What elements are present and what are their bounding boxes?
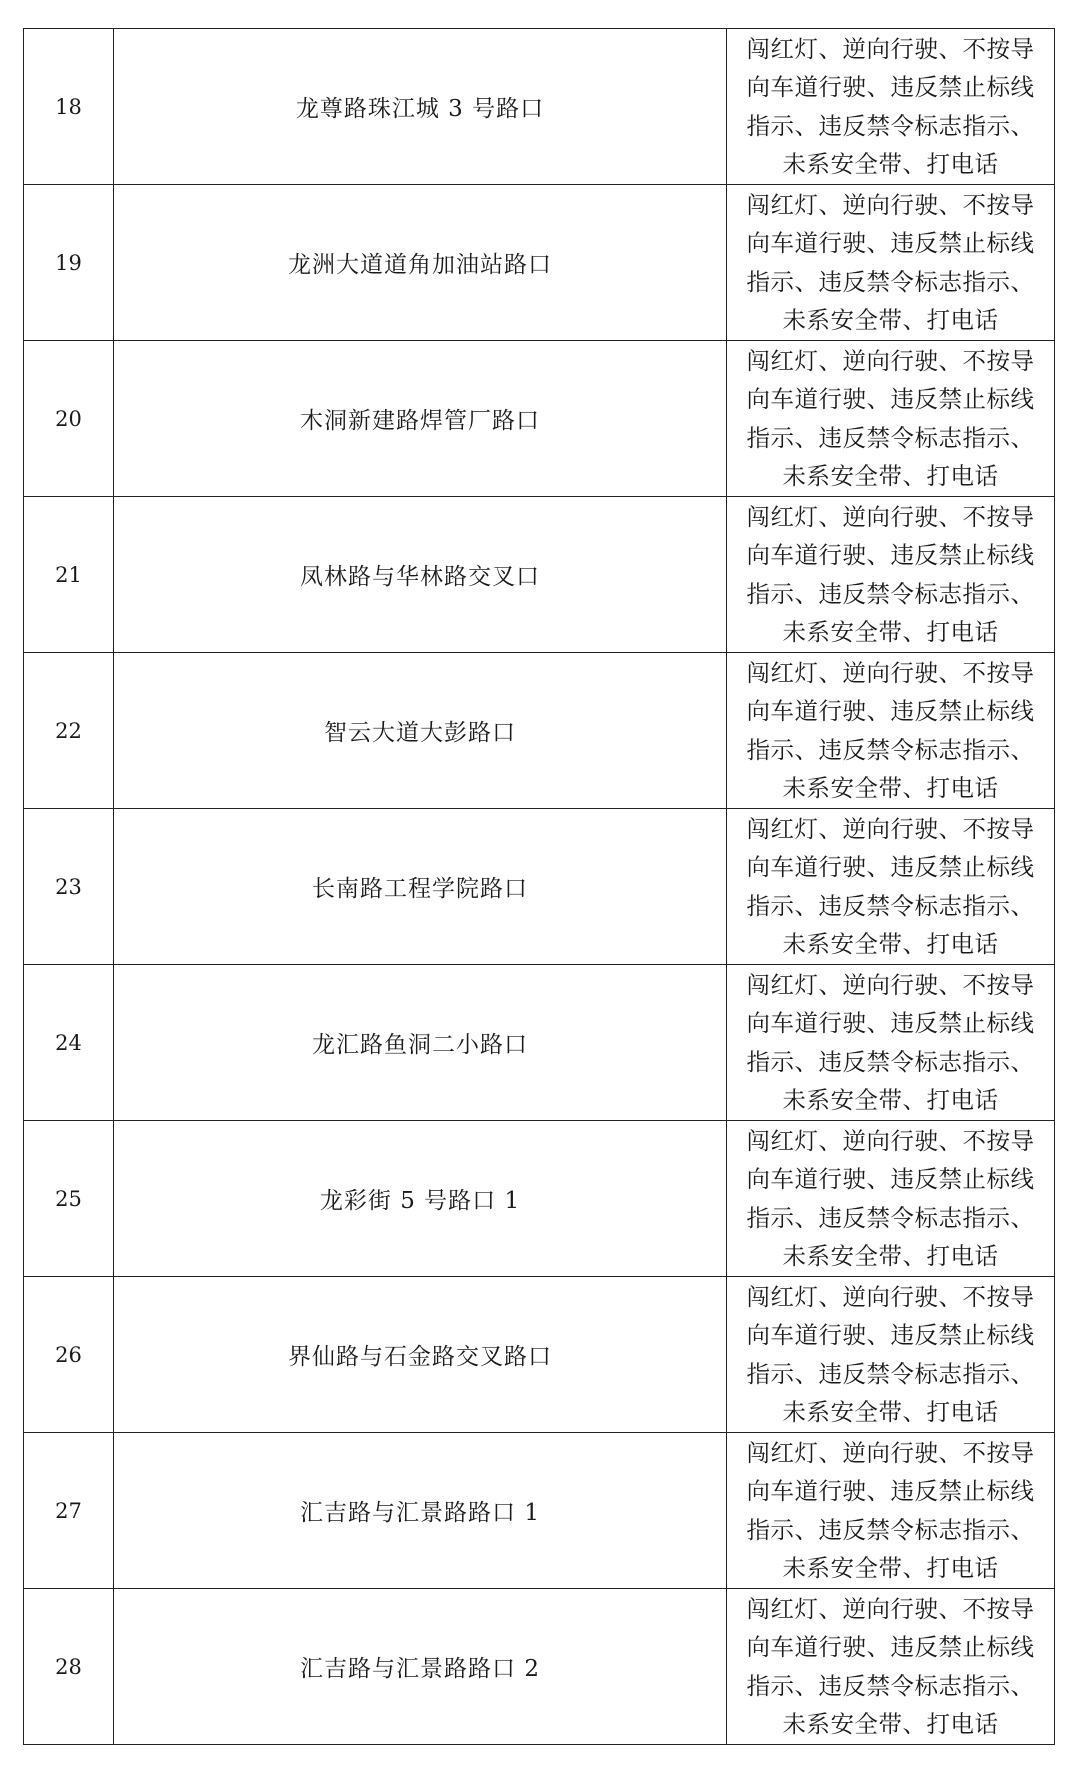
table-row	[24, 341, 1055, 497]
row-number: 21	[24, 497, 114, 653]
table-row	[24, 653, 1055, 809]
location-cell: 界仙路与石金路交叉路口	[114, 1277, 727, 1433]
location-cell: 龙彩街 5 号路口 1	[114, 1121, 727, 1277]
row-number: 26	[24, 1277, 114, 1433]
violations-cell: 闯红灯、逆向行驶、不按导 向车道行驶、违反禁止标线 指示、违反禁令标志指示、 未系安全带、打电话	[727, 341, 1055, 497]
location-cell: 龙汇路鱼洞二小路口	[114, 965, 727, 1121]
violations-cell: 闯红灯、逆向行驶、不按导 向车道行驶、违反禁止标线 指示、违反禁令标志指示、 未系安全带、打电话	[727, 185, 1055, 341]
location-cell: 凤林路与华林路交叉口	[114, 497, 727, 653]
location-cell: 智云大道大彭路口	[114, 653, 727, 809]
location-cell: 木洞新建路焊管厂路口	[114, 341, 727, 497]
row-number: 19	[24, 185, 114, 341]
violations-cell: 闯红灯、逆向行驶、不按导 向车道行驶、违反禁止标线 指示、违反禁令标志指示、 未系安全带、打电话	[727, 1589, 1055, 1745]
table-row	[24, 965, 1055, 1121]
table-row	[24, 809, 1055, 965]
violations-cell: 闯红灯、逆向行驶、不按导 向车道行驶、违反禁止标线 指示、违反禁令标志指示、 未系安全带、打电话	[727, 1121, 1055, 1277]
row-number: 18	[24, 29, 114, 185]
row-number: 20	[24, 341, 114, 497]
violations-cell: 闯红灯、逆向行驶、不按导 向车道行驶、违反禁止标线 指示、违反禁令标志指示、 未系安全带、打电话	[727, 497, 1055, 653]
row-number: 25	[24, 1121, 114, 1277]
location-cell: 龙洲大道道角加油站路口	[114, 185, 727, 341]
table-row	[24, 29, 1055, 185]
violations-cell: 闯红灯、逆向行驶、不按导 向车道行驶、违反禁止标线 指示、违反禁令标志指示、 未系安全带、打电话	[727, 809, 1055, 965]
row-number: 23	[24, 809, 114, 965]
location-cell: 长南路工程学院路口	[114, 809, 727, 965]
row-number: 28	[24, 1589, 114, 1745]
location-cell: 汇吉路与汇景路路口 1	[114, 1433, 727, 1589]
intersection-table	[23, 28, 1055, 1745]
row-number: 22	[24, 653, 114, 809]
violations-cell: 闯红灯、逆向行驶、不按导 向车道行驶、违反禁止标线 指示、违反禁令标志指示、 未系安全带、打电话	[727, 1433, 1055, 1589]
table-body	[24, 29, 1055, 1745]
violations-cell: 闯红灯、逆向行驶、不按导 向车道行驶、违反禁止标线 指示、违反禁令标志指示、 未系安全带、打电话	[727, 965, 1055, 1121]
location-cell: 汇吉路与汇景路路口 2	[114, 1589, 727, 1745]
row-number: 24	[24, 965, 114, 1121]
location-cell: 龙尊路珠江城 3 号路口	[114, 29, 727, 185]
table-row	[24, 497, 1055, 653]
row-number: 27	[24, 1433, 114, 1589]
table-row	[24, 1121, 1055, 1277]
violations-cell: 闯红灯、逆向行驶、不按导 向车道行驶、违反禁止标线 指示、违反禁令标志指示、 未系安全带、打电话	[727, 653, 1055, 809]
violations-cell: 闯红灯、逆向行驶、不按导 向车道行驶、违反禁止标线 指示、违反禁令标志指示、 未系安全带、打电话	[727, 29, 1055, 185]
table-row	[24, 185, 1055, 341]
violations-cell: 闯红灯、逆向行驶、不按导 向车道行驶、违反禁止标线 指示、违反禁令标志指示、 未系安全带、打电话	[727, 1277, 1055, 1433]
table-row	[24, 1589, 1055, 1745]
table-row	[24, 1433, 1055, 1589]
table-row	[24, 1277, 1055, 1433]
